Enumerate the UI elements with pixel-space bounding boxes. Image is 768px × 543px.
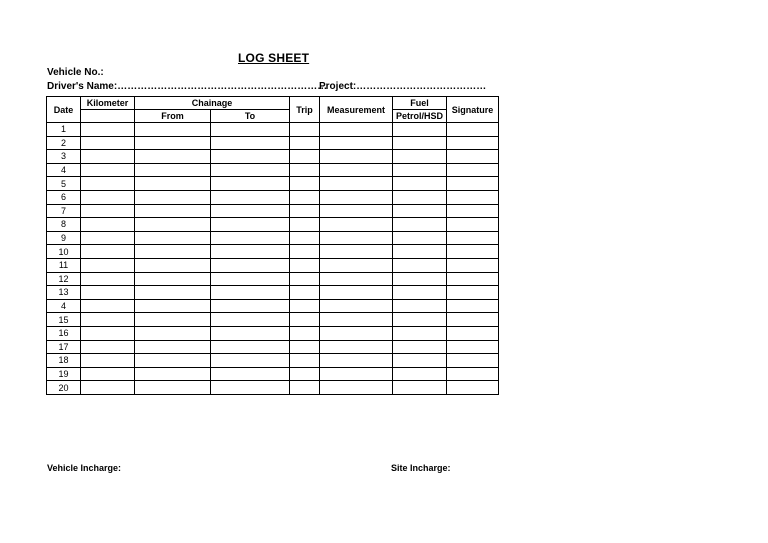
kilometer-cell[interactable] [81,272,135,286]
page-title: LOG SHEET [238,51,310,65]
to-cell[interactable] [211,367,290,381]
row-number: 5 [47,177,81,191]
row-number: 4 [47,299,81,313]
from-cell[interactable] [135,204,211,218]
from-cell[interactable] [135,150,211,164]
row-number: 1 [47,123,81,137]
table-row [47,272,499,286]
trip-cell[interactable] [290,381,320,395]
trip-cell[interactable] [290,340,320,354]
to-cell[interactable] [211,286,290,300]
kilometer-cell[interactable] [81,367,135,381]
trip-cell[interactable] [290,231,320,245]
kilometer-cell[interactable] [81,299,135,313]
to-cell[interactable] [211,381,290,395]
kilometer-cell[interactable] [81,123,135,137]
measurement-cell[interactable] [320,204,393,218]
signature-cell[interactable] [447,204,499,218]
log-table-body [47,123,499,395]
to-cell[interactable] [211,204,290,218]
table-row [47,150,499,164]
table-row [47,190,499,204]
kilometer-cell[interactable] [81,190,135,204]
trip-cell[interactable] [290,218,320,232]
trip-cell[interactable] [290,286,320,300]
trip-cell[interactable] [290,326,320,340]
measurement-cell[interactable] [320,258,393,272]
table-row [47,231,499,245]
from-cell[interactable] [135,218,211,232]
from-cell[interactable] [135,177,211,191]
trip-cell[interactable] [290,136,320,150]
fuel-cell[interactable] [393,272,447,286]
signature-cell[interactable] [447,381,499,395]
kilometer-cell[interactable] [81,313,135,327]
from-cell[interactable] [135,299,211,313]
measurement-cell[interactable] [320,123,393,137]
measurement-cell[interactable] [320,218,393,232]
table-row [47,123,499,137]
trip-cell[interactable] [290,123,320,137]
row-number: 10 [47,245,81,259]
from-cell[interactable] [135,313,211,327]
trip-cell[interactable] [290,354,320,368]
to-cell[interactable] [211,354,290,368]
to-cell[interactable] [211,299,290,313]
fuel-cell[interactable] [393,354,447,368]
table-row [47,286,499,300]
kilometer-cell[interactable] [81,340,135,354]
kilometer-cell[interactable] [81,286,135,300]
fuel-cell[interactable] [393,299,447,313]
fuel-cell[interactable] [393,381,447,395]
table-row [47,354,499,368]
trip-cell[interactable] [290,258,320,272]
signature-cell[interactable] [447,258,499,272]
row-number: 6 [47,190,81,204]
table-row [47,367,499,381]
table-row [47,326,499,340]
kilometer-cell[interactable] [81,381,135,395]
fuel-cell[interactable] [393,231,447,245]
fuel-cell[interactable] [393,204,447,218]
from-cell[interactable] [135,123,211,137]
kilometer-cell[interactable] [81,326,135,340]
signature-cell[interactable] [447,190,499,204]
site-incharge-label: Site Incharge: [391,463,451,473]
header-from: From [135,110,211,123]
fuel-cell[interactable] [393,136,447,150]
signature-cell[interactable] [447,326,499,340]
signature-cell[interactable] [447,313,499,327]
fuel-cell[interactable] [393,177,447,191]
fuel-cell[interactable] [393,123,447,137]
measurement-cell[interactable] [320,299,393,313]
measurement-cell[interactable] [320,340,393,354]
fuel-cell[interactable] [393,190,447,204]
drivers-name-label: Driver's Name:……………………………………………………… [47,81,328,92]
vehicle-incharge-label: Vehicle Incharge: [47,463,122,473]
signature-cell[interactable] [447,272,499,286]
signature-cell[interactable] [447,218,499,232]
measurement-cell[interactable] [320,231,393,245]
project-label: Project:………………………………… [319,81,487,92]
header-kilometer-sub [81,110,135,123]
signature-cell[interactable] [447,299,499,313]
table-row [47,163,499,177]
log-table [46,96,499,395]
table-row [47,218,499,232]
to-cell[interactable] [211,190,290,204]
measurement-cell[interactable] [320,190,393,204]
measurement-cell[interactable] [320,381,393,395]
trip-cell[interactable] [290,150,320,164]
fuel-cell[interactable] [393,286,447,300]
fuel-cell[interactable] [393,258,447,272]
kilometer-cell[interactable] [81,258,135,272]
to-cell[interactable] [211,313,290,327]
header-trip: Trip [290,97,320,123]
from-cell[interactable] [135,326,211,340]
trip-cell[interactable] [290,204,320,218]
to-cell[interactable] [211,245,290,259]
fuel-cell[interactable] [393,326,447,340]
kilometer-cell[interactable] [81,163,135,177]
fuel-cell[interactable] [393,150,447,164]
to-cell[interactable] [211,123,290,137]
to-cell[interactable] [211,258,290,272]
to-cell[interactable] [211,136,290,150]
row-number: 15 [47,313,81,327]
table-row [47,299,499,313]
row-number: 20 [47,381,81,395]
from-cell[interactable] [135,381,211,395]
trip-cell[interactable] [290,245,320,259]
from-cell[interactable] [135,272,211,286]
to-cell[interactable] [211,326,290,340]
table-row [47,313,499,327]
fuel-cell[interactable] [393,245,447,259]
row-number: 12 [47,272,81,286]
header-measurement: Measurement [320,97,393,123]
measurement-cell[interactable] [320,313,393,327]
measurement-cell[interactable] [320,245,393,259]
signature-cell[interactable] [447,177,499,191]
row-number: 13 [47,286,81,300]
kilometer-cell[interactable] [81,218,135,232]
signature-cell[interactable] [447,231,499,245]
table-row [47,340,499,354]
from-cell[interactable] [135,163,211,177]
header-date: Date [47,97,81,123]
from-cell[interactable] [135,340,211,354]
signature-cell[interactable] [447,123,499,137]
fuel-cell[interactable] [393,218,447,232]
fuel-cell[interactable] [393,163,447,177]
signature-cell[interactable] [447,136,499,150]
row-number: 7 [47,204,81,218]
table-row [47,381,499,395]
from-cell[interactable] [135,136,211,150]
table-row [47,136,499,150]
from-cell[interactable] [135,190,211,204]
signature-cell[interactable] [447,150,499,164]
signature-cell[interactable] [447,245,499,259]
header-petrol-hsd: Petrol/HSD [393,110,447,123]
from-cell[interactable] [135,286,211,300]
header-to: To [211,110,290,123]
kilometer-cell[interactable] [81,136,135,150]
header-kilometer: Kilometer [81,97,135,110]
from-cell[interactable] [135,245,211,259]
row-number: 9 [47,231,81,245]
header-signature: Signature [447,97,499,123]
to-cell[interactable] [211,150,290,164]
from-cell[interactable] [135,354,211,368]
fuel-cell[interactable] [393,340,447,354]
header-fuel: Fuel [393,97,447,110]
header-chainage: Chainage [135,97,290,110]
row-number: 3 [47,150,81,164]
row-number: 4 [47,163,81,177]
trip-cell[interactable] [290,177,320,191]
kilometer-cell[interactable] [81,354,135,368]
row-number: 11 [47,258,81,272]
row-number: 2 [47,136,81,150]
measurement-cell[interactable] [320,136,393,150]
measurement-cell[interactable] [320,367,393,381]
row-number: 18 [47,354,81,368]
signature-cell[interactable] [447,163,499,177]
table-row [47,258,499,272]
table-row [47,245,499,259]
table-row [47,204,499,218]
row-number: 17 [47,340,81,354]
to-cell[interactable] [211,231,290,245]
to-cell[interactable] [211,163,290,177]
table-row [47,177,499,191]
trip-cell[interactable] [290,163,320,177]
measurement-cell[interactable] [320,163,393,177]
kilometer-cell[interactable] [81,204,135,218]
trip-cell[interactable] [290,299,320,313]
kilometer-cell[interactable] [81,245,135,259]
fuel-cell[interactable] [393,313,447,327]
to-cell[interactable] [211,218,290,232]
from-cell[interactable] [135,367,211,381]
kilometer-cell[interactable] [81,177,135,191]
row-number: 8 [47,218,81,232]
trip-cell[interactable] [290,272,320,286]
measurement-cell[interactable] [320,150,393,164]
to-cell[interactable] [211,177,290,191]
measurement-cell[interactable] [320,272,393,286]
fuel-cell[interactable] [393,367,447,381]
measurement-cell[interactable] [320,286,393,300]
trip-cell[interactable] [290,313,320,327]
row-number: 19 [47,367,81,381]
trip-cell[interactable] [290,367,320,381]
measurement-cell[interactable] [320,326,393,340]
measurement-cell[interactable] [320,177,393,191]
trip-cell[interactable] [290,190,320,204]
measurement-cell[interactable] [320,354,393,368]
signature-cell[interactable] [447,286,499,300]
to-cell[interactable] [211,272,290,286]
from-cell[interactable] [135,258,211,272]
signature-cell[interactable] [447,354,499,368]
vehicle-no-label: Vehicle No.: [47,67,104,78]
kilometer-cell[interactable] [81,150,135,164]
to-cell[interactable] [211,340,290,354]
kilometer-cell[interactable] [81,231,135,245]
signature-cell[interactable] [447,367,499,381]
row-number: 16 [47,326,81,340]
from-cell[interactable] [135,231,211,245]
signature-cell[interactable] [447,340,499,354]
